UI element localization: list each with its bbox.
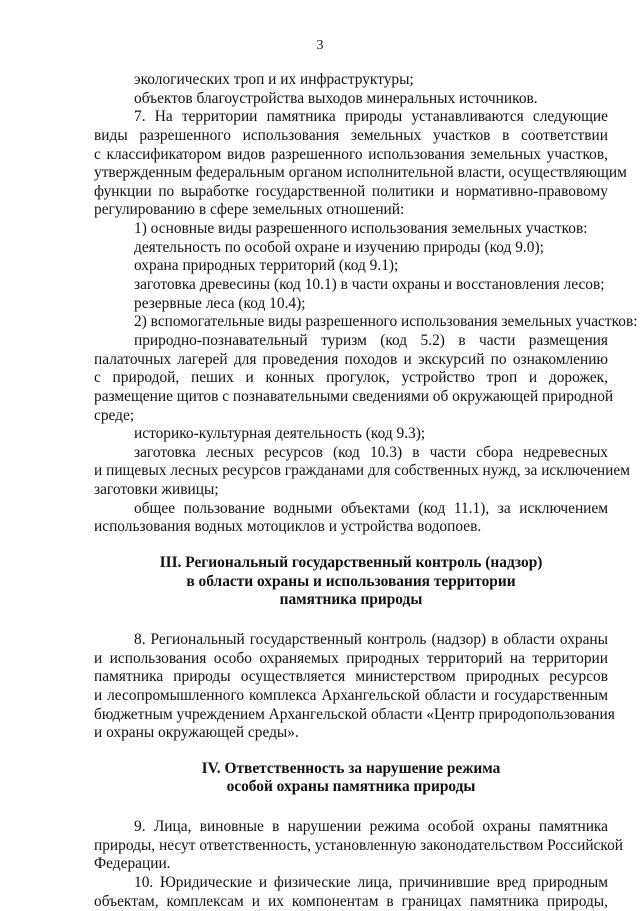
text-line: заготовка лесных ресурсов (код 10.3) в части сбора недревесных — [134, 443, 608, 461]
section-heading: в области охраны и использования территории — [186, 572, 516, 590]
text-line: с классификатором видов разрешенного использования земельных участков, — [94, 145, 608, 163]
text-line: регулированию в сфере земельных отношений: — [94, 201, 405, 219]
section-heading: памятника природы — [279, 591, 423, 609]
text-line: заготовки живицы; — [94, 481, 219, 499]
text-line: памятника природы осуществляется министерством природных ресурсов — [94, 668, 608, 686]
text-line: палаточных лагерей для проведения походов и экскурсий по ознакомлению — [94, 350, 608, 368]
text-line: 9. Лица, виновные в нарушении режима особой охраны памятника — [134, 818, 608, 836]
section-heading: IV. Ответственность за нарушение режима — [201, 759, 501, 777]
text-line: 10. Юридические и физические лица, причинившие вред природным — [134, 873, 608, 891]
text-line: охрана природных территорий (код 9.1); — [134, 257, 399, 275]
text-line: и использования особо охраняемых природных территорий на территории — [94, 649, 608, 667]
text-line: 1) основные виды разрешенного использования земельных участков: — [134, 220, 588, 238]
section-heading: особой охраны памятника природы — [226, 778, 476, 796]
text-line: и охраны окружающей среды». — [94, 724, 299, 742]
text-line: виды разрешенного использования земельных участков в соответствии — [94, 126, 608, 144]
text-line: 7. На территории памятника природы устанавливаются следующие — [134, 108, 608, 126]
text-line: бюджетным учреждением Архангельской области «Центр природопользования — [94, 705, 615, 723]
section-heading: III. Региональный государственный контроль (надзор) — [159, 554, 543, 572]
text-line: и лесопромышленного комплекса Архангельской области и государственным — [94, 686, 608, 704]
text-line: Федерации. — [94, 855, 171, 873]
text-line: среде; — [94, 406, 135, 424]
text-line: объектам, комплексам и их компонентам в границах памятника природы, — [94, 892, 608, 910]
text-line: заготовка древесины (код 10.1) в части охраны и восстановления лесов; — [134, 276, 605, 294]
text-line: объектов благоустройства выходов минеральных источников. — [134, 89, 538, 107]
text-line: функции по выработке государственной политики и нормативно-правовому — [94, 182, 608, 200]
text-line: резервные леса (код 10.4); — [134, 294, 306, 312]
text-line: утвержденным федеральным органом исполнительной власти, осуществляющим — [94, 164, 627, 182]
text-line: общее пользование водными объектами (код 11.1), за исключением — [134, 499, 608, 517]
text-line: размещение щитов с познавательными сведениями об окружающей природной — [94, 387, 614, 405]
text-line: 8. Региональный государственный контроль (надзор) в области охраны — [134, 630, 608, 648]
text-line: природно-познавательный туризм (код 5.2) в части размещения — [134, 331, 608, 349]
text-line: деятельность по особой охране и изучению природы (код 9.0); — [134, 238, 544, 256]
document-body — [94, 71, 638, 911]
text-line: экологических троп и их инфраструктуры; — [134, 71, 414, 88]
page-number: 3 — [316, 38, 324, 53]
text-line: 2) вспомогательные виды разрешенного использования земельных участков: — [134, 313, 638, 331]
text-line: историко-культурная деятельность (код 9.3); — [134, 425, 426, 443]
text-line: с природой, пеших и конных прогулок, устройство троп и дорожек, — [94, 369, 608, 387]
text-line: и пищевых лесных ресурсов гражданами для собственных нужд, за исключением — [94, 462, 630, 480]
text-line: природы, несут ответственность, установленную законодательством Российской — [94, 836, 624, 854]
text-line: использования водных мотоциклов и устройства водопоев. — [94, 518, 482, 536]
